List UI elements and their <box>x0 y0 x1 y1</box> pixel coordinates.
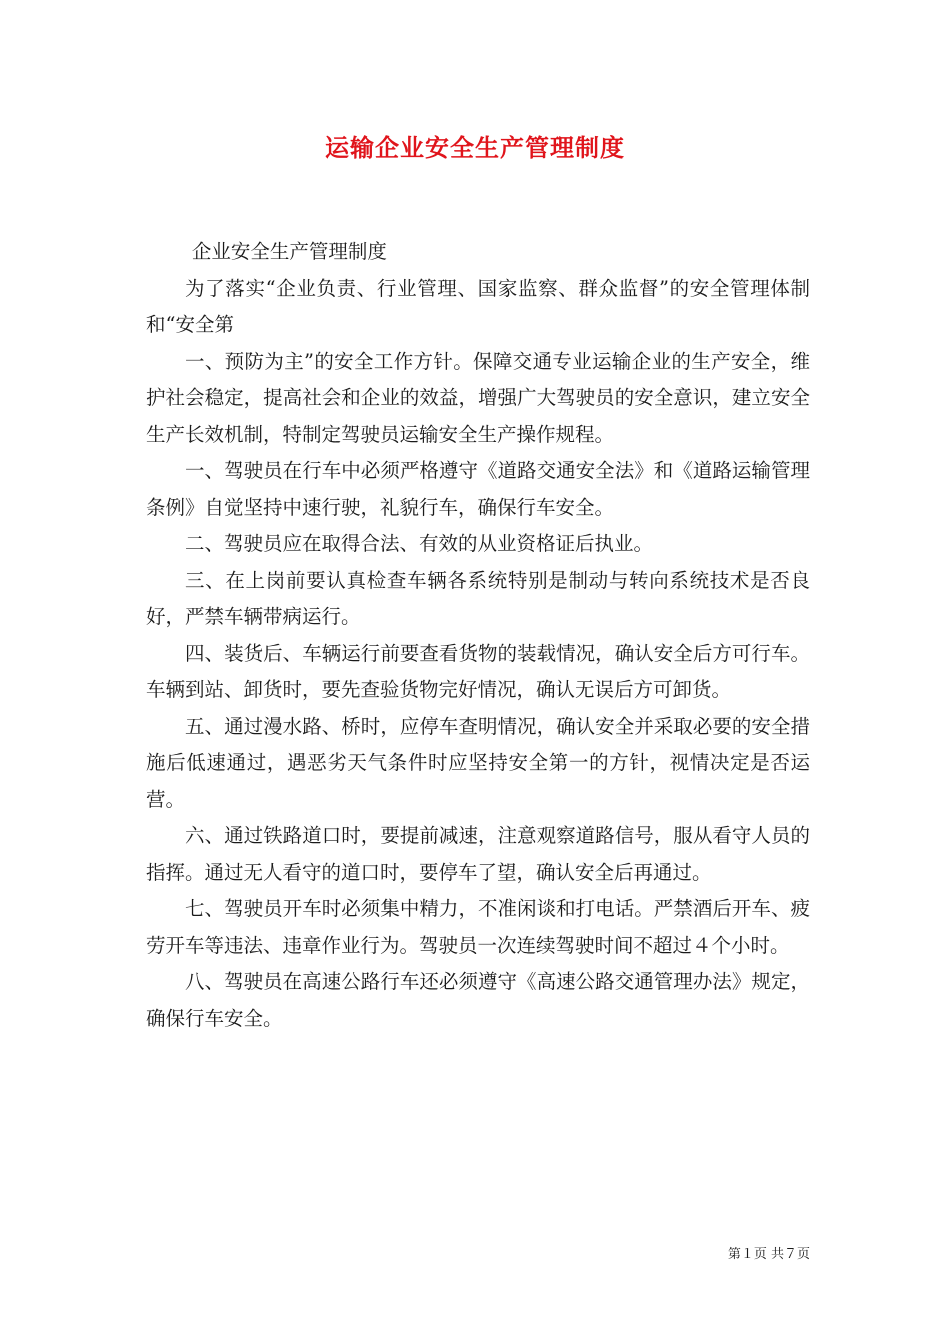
document-title: 运输企业安全生产管理制度 <box>325 133 625 162</box>
body-paragraph: 七、驾驶员开车时必须集中精力，不准闲谈和打电话。严禁酒后开车、疲劳开车等违法、违章作业行为。驾驶员一次连续驾驶时间不超过４个小时。 <box>146 897 810 957</box>
body-paragraph: 一、驾驶员在行车中必须严格遵守《道路交通安全法》和《道路运输管理条例》自觉坚持中速行驶，礼貌行车，确保行车安全。 <box>146 459 810 519</box>
body-paragraph: 六、通过铁路道口时，要提前减速，注意观察道路信号，服从看守人员的指挥。通过无人看守的道口时，要停车了望，确认安全后再通过。 <box>146 824 810 884</box>
body-paragraph: 八、驾驶员在高速公路行车还必须遵守《高速公路交通管理办法》规定，确保行车安全。 <box>146 970 810 1030</box>
page-number: 第１页 共７页 <box>727 1247 810 1262</box>
body-paragraph: 三、在上岗前要认真检查车辆各系统特别是制动与转向系统技术是否良好，严禁车辆带病运行。 <box>146 568 810 628</box>
body-paragraph: 为了落实“企业负责、行业管理、国家监察、群众监督”的安全管理体制和“安全第 <box>146 276 810 336</box>
body-paragraph: 二、驾驶员应在取得合法、有效的从业资格证后执业。 <box>185 532 654 555</box>
body-paragraph: 五、通过漫水路、桥时，应停车查明情况，确认安全并采取必要的安全措施后低速通过，遇恶劣天气条件时应坚持安全第一的方针，视情决定是否运营。 <box>146 714 810 811</box>
body-paragraph: 企业安全生产管理制度 <box>191 240 387 263</box>
body-paragraph: 一、预防为主”的安全工作方针。保障交通专业运输企业的生产安全，维护社会稳定，提高社会和企业的效益，增强广大驾驶员的安全意识，建立安全生产长效机制，特制定驾驶员运输安全生产操作规程。 <box>146 349 810 446</box>
document-body <box>146 234 810 1037</box>
body-paragraph: 四、装货后、车辆运行前要查看货物的装载情况，确认安全后方可行车。车辆到站、卸货时，要先查验货物完好情况，确认无误后方可卸货。 <box>146 641 810 701</box>
